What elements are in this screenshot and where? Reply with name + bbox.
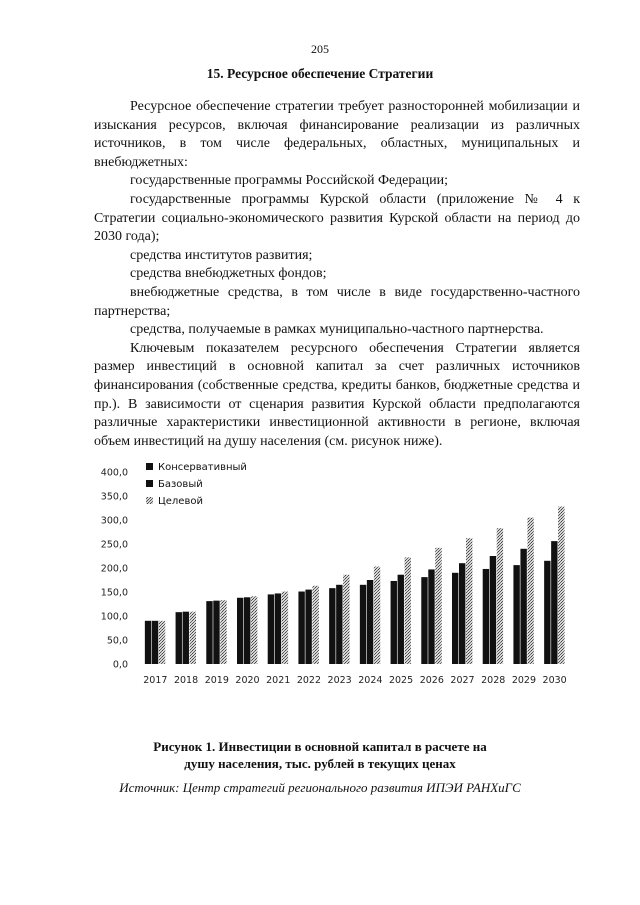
bar-target <box>251 596 257 664</box>
bar-target <box>405 557 411 664</box>
legend-label: Консервативный <box>158 462 247 473</box>
caption-line: Рисунок 1. Инвестиции в основной капитал в расчете на <box>153 739 487 754</box>
x-tick-label: 2023 <box>327 675 352 686</box>
x-tick-label: 2027 <box>450 675 475 686</box>
bar-base <box>244 597 250 664</box>
investment-chart <box>90 458 580 693</box>
x-tick-label: 2017 <box>143 675 168 686</box>
paragraph-key-indicator: Ключевым показателем ресурсного обеспечения Стратегии является размер инвестиций в основной капитал за счет различных источников финансирования (собственные средства, кредиты банков, бюджетные средства и пр.). В зависимости от сценария развития Курской области предполагаются различные характеристики инвестиционной активности в регионе, включая объем инвестиций на душу населения (см. рисунок ниже). <box>94 340 580 449</box>
section-title: 15. Ресурсное обеспечение Стратегии <box>206 66 434 81</box>
legend-label: Базовый <box>158 479 203 490</box>
bar-target <box>159 621 165 664</box>
y-tick-label: 50,0 <box>106 635 128 647</box>
bar-base <box>398 575 404 664</box>
x-tick-label: 2025 <box>388 675 414 686</box>
legend-label: Целевой <box>158 496 203 507</box>
y-tick-label: 150,0 <box>100 587 128 599</box>
y-tick-label: 400,0 <box>100 467 128 479</box>
list-item: средства, получаемые в рамках муниципально-частного партнерства. <box>130 322 544 338</box>
bar-conservative <box>329 588 335 664</box>
list-item: средства институтов развития; <box>130 247 313 263</box>
bar-conservative <box>268 594 274 664</box>
bar-base <box>428 569 434 664</box>
bar-base <box>336 585 342 664</box>
x-tick-label: 2029 <box>511 675 537 686</box>
legend-swatch <box>146 480 153 487</box>
bar-conservative <box>452 573 458 664</box>
body-text <box>94 98 580 451</box>
legend-swatch <box>146 497 153 504</box>
bar-target <box>374 567 380 664</box>
list-item: внебюджетные средства, в том числе в виде государственно-частного партнерства; <box>94 284 580 319</box>
y-tick-label: 250,0 <box>100 539 128 551</box>
bar-base <box>152 621 158 664</box>
bar-target <box>343 575 349 664</box>
bar-target <box>558 507 564 664</box>
bar-base <box>367 580 373 664</box>
bar-target <box>527 518 533 664</box>
source-note: Источник: Центр стратегий регионального развития ИПЭИ РАНХиГС <box>119 780 521 795</box>
bar-conservative <box>206 601 212 664</box>
x-tick-label: 2028 <box>481 675 506 686</box>
y-tick-label: 200,0 <box>100 563 128 575</box>
paragraph-intro: Ресурсное обеспечение стратегии требует разносторонней мобилизации и изыскания ресурсов, включая финансирование реализации из различных источников, в том числе федеральных, областных, муниципальных и внебюджетных: <box>94 99 580 170</box>
bar-conservative <box>421 577 427 664</box>
bar-target <box>466 538 472 664</box>
list-item: государственные программы Российской Федерации; <box>130 173 448 189</box>
bar-conservative <box>544 561 550 664</box>
bar-conservative <box>483 569 489 664</box>
bar-conservative <box>360 585 366 664</box>
list-item: средства внебюджетных фондов; <box>130 266 327 282</box>
y-tick-label: 350,0 <box>100 491 128 503</box>
bar-base <box>275 593 281 664</box>
y-tick-label: 0,0 <box>112 659 128 671</box>
bar-base <box>490 556 496 664</box>
y-tick-label: 100,0 <box>100 611 128 623</box>
bar-base <box>520 549 526 664</box>
chart-svg <box>90 458 580 693</box>
bar-conservative <box>391 581 397 664</box>
y-tick-label: 300,0 <box>100 515 128 527</box>
bar-target <box>282 592 288 664</box>
bar-base <box>551 541 557 664</box>
figure-caption <box>0 738 640 772</box>
bar-target <box>220 600 226 664</box>
x-tick-label: 2022 <box>296 675 322 686</box>
bar-base <box>183 612 189 664</box>
bar-conservative <box>176 612 182 664</box>
caption-line: душу населения, тыс. рублей в текущих ценах <box>184 756 456 771</box>
x-tick-label: 2018 <box>173 675 199 686</box>
bar-conservative <box>237 598 243 664</box>
bar-conservative <box>145 621 151 664</box>
bar-base <box>213 601 219 664</box>
x-tick-label: 2030 <box>542 675 567 686</box>
x-tick-label: 2019 <box>204 675 229 686</box>
x-tick-label: 2026 <box>419 675 444 686</box>
bar-conservative <box>298 592 304 664</box>
x-tick-label: 2021 <box>266 675 291 686</box>
bar-target <box>312 586 318 664</box>
x-tick-label: 2024 <box>358 675 383 686</box>
page-number: 205 <box>311 42 329 56</box>
list-item: государственные программы Курской области (приложение № 4 к Стратегии социально-экономического развития Курской области на период до 2030 года); <box>94 191 580 245</box>
bar-base <box>305 590 311 664</box>
legend-swatch <box>146 463 153 470</box>
x-tick-label: 2020 <box>235 675 260 686</box>
bar-conservative <box>513 565 519 664</box>
bar-target <box>497 528 503 664</box>
bar-target <box>190 612 196 664</box>
bar-base <box>459 563 465 664</box>
bar-target <box>435 548 441 664</box>
